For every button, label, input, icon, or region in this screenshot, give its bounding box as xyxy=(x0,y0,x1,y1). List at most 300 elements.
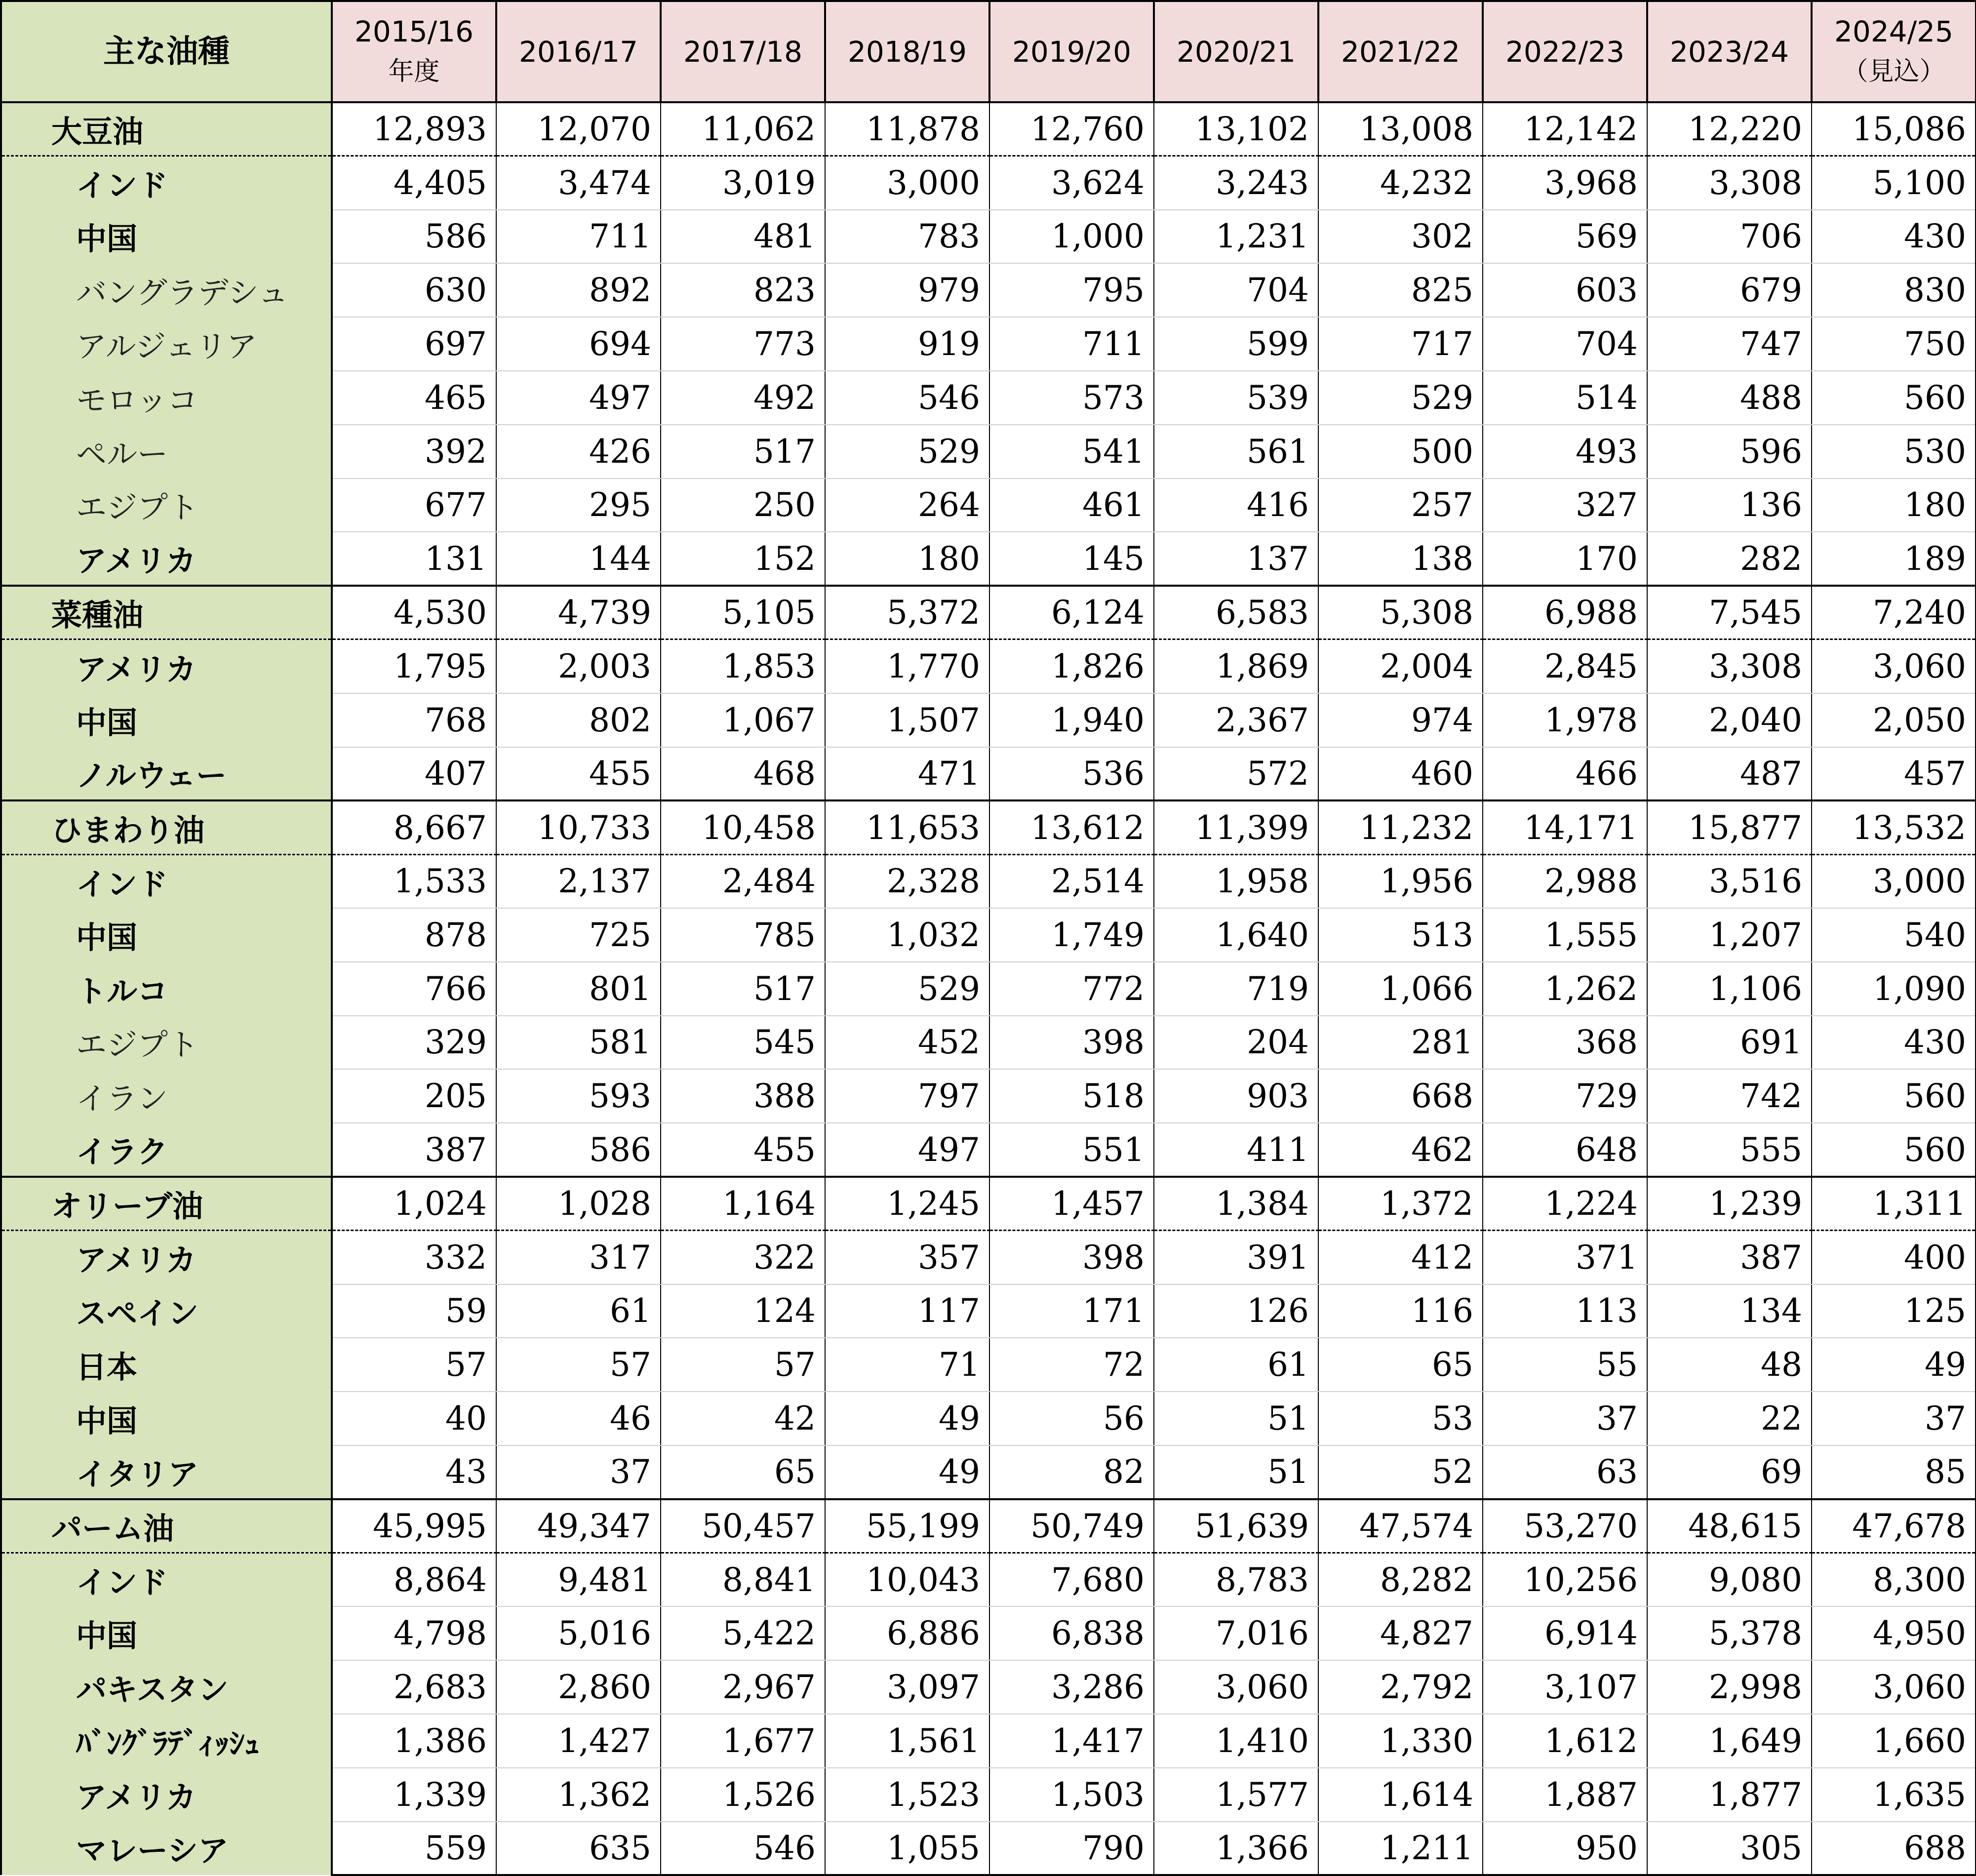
country-row xyxy=(1,371,1976,425)
country-row xyxy=(1,1338,1976,1392)
value-cell: 546 xyxy=(825,371,989,425)
value-cell: 679 xyxy=(1647,263,1812,317)
value-cell: 257 xyxy=(1318,479,1483,532)
value-cell: 517 xyxy=(661,962,825,1016)
country-row xyxy=(1,1284,1976,1338)
header-year xyxy=(1154,1,1318,102)
oil-type-name: オリーブ油 xyxy=(1,1177,332,1231)
value-cell: 1,239 xyxy=(1647,1177,1812,1231)
value-cell: 2,003 xyxy=(496,639,661,693)
value-cell: 13,612 xyxy=(989,800,1154,854)
country-name: バングラデシュ xyxy=(1,263,332,317)
value-cell: 460 xyxy=(1318,747,1483,801)
value-cell: 2,367 xyxy=(1154,693,1318,747)
value-cell: 742 xyxy=(1647,1069,1812,1123)
value-cell: 1,853 xyxy=(661,639,825,693)
country-name: 中国 xyxy=(1,908,332,962)
value-cell: 12,893 xyxy=(332,102,496,156)
value-cell: 9,080 xyxy=(1647,1553,1812,1607)
value-cell: 51 xyxy=(1154,1392,1318,1445)
value-cell: 1,826 xyxy=(989,639,1154,693)
value-cell: 2,845 xyxy=(1483,639,1647,693)
value-cell: 3,097 xyxy=(825,1660,989,1714)
value-cell: 790 xyxy=(989,1822,1154,1876)
value-cell: 1,526 xyxy=(661,1768,825,1822)
country-name: アメリカ xyxy=(1,532,332,586)
value-cell: 47,678 xyxy=(1812,1499,1976,1553)
oil-type-name: ひまわり油 xyxy=(1,800,332,854)
value-cell: 546 xyxy=(661,1822,825,1876)
value-cell: 3,060 xyxy=(1812,639,1976,693)
value-cell: 711 xyxy=(496,210,661,264)
value-cell: 7,545 xyxy=(1647,586,1812,639)
value-cell: 5,422 xyxy=(661,1606,825,1660)
value-cell: 82 xyxy=(989,1445,1154,1499)
value-cell: 773 xyxy=(661,317,825,371)
value-cell: 57 xyxy=(661,1338,825,1392)
table-body xyxy=(1,102,1976,1875)
value-cell: 539 xyxy=(1154,371,1318,425)
country-name: 中国 xyxy=(1,1392,332,1445)
header-year xyxy=(1483,1,1647,102)
value-cell: 5,016 xyxy=(496,1606,661,1660)
value-cell: 1,677 xyxy=(661,1714,825,1768)
country-name: 中国 xyxy=(1,693,332,747)
country-row xyxy=(1,1714,1976,1768)
value-cell: 603 xyxy=(1483,263,1647,317)
value-cell: 6,914 xyxy=(1483,1606,1647,1660)
oil-type-row xyxy=(1,102,1976,156)
value-cell: 2,998 xyxy=(1647,1660,1812,1714)
value-cell: 327 xyxy=(1483,479,1647,532)
value-cell: 40 xyxy=(332,1392,496,1445)
value-cell: 717 xyxy=(1318,317,1483,371)
value-cell: 53 xyxy=(1318,1392,1483,1445)
value-cell: 69 xyxy=(1647,1445,1812,1499)
value-cell: 14,171 xyxy=(1483,800,1647,854)
value-cell: 1,956 xyxy=(1318,854,1483,908)
value-cell: 131 xyxy=(332,532,496,586)
country-row xyxy=(1,1231,1976,1284)
country-name: イタリア xyxy=(1,1445,332,1499)
value-cell: 596 xyxy=(1647,425,1812,479)
oil-type-name: 菜種油 xyxy=(1,586,332,639)
value-cell: 189 xyxy=(1812,532,1976,586)
value-cell: 10,256 xyxy=(1483,1553,1647,1607)
value-cell: 2,328 xyxy=(825,854,989,908)
value-cell: 295 xyxy=(496,479,661,532)
value-cell: 332 xyxy=(332,1231,496,1284)
header-year-label: 2015/16 xyxy=(355,15,474,48)
value-cell: 1,577 xyxy=(1154,1768,1318,1822)
value-cell: 371 xyxy=(1483,1231,1647,1284)
country-name: マレーシア xyxy=(1,1822,332,1876)
value-cell: 1,427 xyxy=(496,1714,661,1768)
country-row xyxy=(1,263,1976,317)
value-cell: 49 xyxy=(1812,1338,1976,1392)
country-name: 日本 xyxy=(1,1338,332,1392)
country-row xyxy=(1,639,1976,693)
header-year xyxy=(1647,1,1812,102)
value-cell: 138 xyxy=(1318,532,1483,586)
value-cell: 59 xyxy=(332,1284,496,1338)
value-cell: 71 xyxy=(825,1338,989,1392)
value-cell: 1,523 xyxy=(825,1768,989,1822)
value-cell: 8,864 xyxy=(332,1553,496,1607)
value-cell: 317 xyxy=(496,1231,661,1284)
value-cell: 281 xyxy=(1318,1016,1483,1070)
value-cell: 11,653 xyxy=(825,800,989,854)
country-name: パキスタン xyxy=(1,1660,332,1714)
value-cell: 3,000 xyxy=(1812,854,1976,908)
value-cell: 6,988 xyxy=(1483,586,1647,639)
value-cell: 823 xyxy=(661,263,825,317)
value-cell: 1,417 xyxy=(989,1714,1154,1768)
value-cell: 392 xyxy=(332,425,496,479)
value-cell: 6,124 xyxy=(989,586,1154,639)
country-name: エジプト xyxy=(1,1016,332,1070)
value-cell: 541 xyxy=(989,425,1154,479)
value-cell: 455 xyxy=(496,747,661,801)
value-cell: 3,019 xyxy=(661,156,825,210)
value-cell: 648 xyxy=(1483,1123,1647,1177)
value-cell: 51 xyxy=(1154,1445,1318,1499)
country-row xyxy=(1,693,1976,747)
value-cell: 4,739 xyxy=(496,586,661,639)
value-cell: 37 xyxy=(1483,1392,1647,1445)
value-cell: 61 xyxy=(1154,1338,1318,1392)
value-cell: 630 xyxy=(332,263,496,317)
value-cell: 171 xyxy=(989,1284,1154,1338)
value-cell: 8,841 xyxy=(661,1553,825,1607)
value-cell: 3,060 xyxy=(1812,1660,1976,1714)
value-cell: 979 xyxy=(825,263,989,317)
value-cell: 461 xyxy=(989,479,1154,532)
oil-type-name: パーム油 xyxy=(1,1499,332,1553)
value-cell: 783 xyxy=(825,210,989,264)
value-cell: 411 xyxy=(1154,1123,1318,1177)
value-cell: 6,838 xyxy=(989,1606,1154,1660)
value-cell: 3,516 xyxy=(1647,854,1812,908)
value-cell: 46 xyxy=(496,1392,661,1445)
value-cell: 2,514 xyxy=(989,854,1154,908)
value-cell: 180 xyxy=(825,532,989,586)
value-cell: 1,164 xyxy=(661,1177,825,1231)
value-cell: 387 xyxy=(332,1123,496,1177)
header-year xyxy=(496,1,661,102)
value-cell: 3,060 xyxy=(1154,1660,1318,1714)
value-cell: 57 xyxy=(496,1338,661,1392)
value-cell: 559 xyxy=(332,1822,496,1876)
value-cell: 586 xyxy=(332,210,496,264)
value-cell: 487 xyxy=(1647,747,1812,801)
value-cell: 13,008 xyxy=(1318,102,1483,156)
value-cell: 51,639 xyxy=(1154,1499,1318,1553)
value-cell: 1,066 xyxy=(1318,962,1483,1016)
header-year-label: 2019/20 xyxy=(1012,35,1131,69)
value-cell: 3,308 xyxy=(1647,156,1812,210)
value-cell: 3,243 xyxy=(1154,156,1318,210)
country-row xyxy=(1,1606,1976,1660)
value-cell: 514 xyxy=(1483,371,1647,425)
value-cell: 766 xyxy=(332,962,496,1016)
value-cell: 250 xyxy=(661,479,825,532)
value-cell: 37 xyxy=(1812,1392,1976,1445)
value-cell: 488 xyxy=(1647,371,1812,425)
value-cell: 4,405 xyxy=(332,156,496,210)
value-cell: 560 xyxy=(1812,1069,1976,1123)
value-cell: 4,827 xyxy=(1318,1606,1483,1660)
value-cell: 15,086 xyxy=(1812,102,1976,156)
value-cell: 497 xyxy=(825,1123,989,1177)
value-cell: 302 xyxy=(1318,210,1483,264)
header-year-label: 2022/23 xyxy=(1505,35,1624,69)
value-cell: 5,308 xyxy=(1318,586,1483,639)
value-cell: 65 xyxy=(1318,1338,1483,1392)
value-cell: 1,024 xyxy=(332,1177,496,1231)
value-cell: 3,000 xyxy=(825,156,989,210)
value-cell: 1,869 xyxy=(1154,639,1318,693)
value-cell: 950 xyxy=(1483,1822,1647,1876)
value-cell: 50,457 xyxy=(661,1499,825,1553)
value-cell: 7,016 xyxy=(1154,1606,1318,1660)
value-cell: 12,070 xyxy=(496,102,661,156)
value-cell: 264 xyxy=(825,479,989,532)
country-row xyxy=(1,1016,1976,1070)
country-name: インド xyxy=(1,156,332,210)
value-cell: 398 xyxy=(989,1231,1154,1284)
value-cell: 13,532 xyxy=(1812,800,1976,854)
header-year-label: 2020/21 xyxy=(1177,35,1296,69)
value-cell: 6,583 xyxy=(1154,586,1318,639)
country-row xyxy=(1,1822,1976,1876)
country-name: ノルウェー xyxy=(1,747,332,801)
value-cell: 518 xyxy=(989,1069,1154,1123)
value-cell: 11,232 xyxy=(1318,800,1483,854)
value-cell: 1,245 xyxy=(825,1177,989,1231)
value-cell: 136 xyxy=(1647,479,1812,532)
value-cell: 391 xyxy=(1154,1231,1318,1284)
value-cell: 5,372 xyxy=(825,586,989,639)
value-cell: 1,372 xyxy=(1318,1177,1483,1231)
header-oil-type: 主な油種 xyxy=(1,1,332,102)
value-cell: 919 xyxy=(825,317,989,371)
value-cell: 1,635 xyxy=(1812,1768,1976,1822)
value-cell: 55 xyxy=(1483,1338,1647,1392)
value-cell: 878 xyxy=(332,908,496,962)
header-year xyxy=(661,1,825,102)
country-name: インド xyxy=(1,1553,332,1607)
value-cell: 704 xyxy=(1154,263,1318,317)
value-cell: 57 xyxy=(332,1338,496,1392)
value-cell: 2,792 xyxy=(1318,1660,1483,1714)
value-cell: 560 xyxy=(1812,1123,1976,1177)
country-name: トルコ xyxy=(1,962,332,1016)
value-cell: 974 xyxy=(1318,693,1483,747)
value-cell: 72 xyxy=(989,1338,1154,1392)
value-cell: 11,878 xyxy=(825,102,989,156)
value-cell: 1,533 xyxy=(332,854,496,908)
oil-type-row xyxy=(1,1499,1976,1553)
value-cell: 1,958 xyxy=(1154,854,1318,908)
header-year xyxy=(332,1,496,102)
value-cell: 8,783 xyxy=(1154,1553,1318,1607)
country-name: エジプト xyxy=(1,479,332,532)
value-cell: 561 xyxy=(1154,425,1318,479)
value-cell: 42 xyxy=(661,1392,825,1445)
value-cell: 747 xyxy=(1647,317,1812,371)
header-year-label: 2021/22 xyxy=(1341,35,1460,69)
value-cell: 1,457 xyxy=(989,1177,1154,1231)
value-cell: 593 xyxy=(496,1069,661,1123)
value-cell: 1,555 xyxy=(1483,908,1647,962)
value-cell: 704 xyxy=(1483,317,1647,371)
header-year-note: （見込） xyxy=(1842,57,1945,86)
oil-type-row xyxy=(1,800,1976,854)
value-cell: 3,474 xyxy=(496,156,661,210)
country-name: ﾊﾞﾝｸﾞﾗﾃﾞｨｯｼｭ xyxy=(1,1714,332,1768)
country-row xyxy=(1,210,1976,264)
country-row xyxy=(1,479,1976,532)
value-cell: 1,612 xyxy=(1483,1714,1647,1768)
value-cell: 529 xyxy=(1318,371,1483,425)
value-cell: 63 xyxy=(1483,1445,1647,1499)
value-cell: 668 xyxy=(1318,1069,1483,1123)
value-cell: 3,624 xyxy=(989,156,1154,210)
header-year xyxy=(825,1,989,102)
value-cell: 426 xyxy=(496,425,661,479)
value-cell: 688 xyxy=(1812,1822,1976,1876)
value-cell: 2,967 xyxy=(661,1660,825,1714)
country-row xyxy=(1,908,1976,962)
value-cell: 1,330 xyxy=(1318,1714,1483,1768)
value-cell: 144 xyxy=(496,532,661,586)
value-cell: 322 xyxy=(661,1231,825,1284)
value-cell: 797 xyxy=(825,1069,989,1123)
country-row xyxy=(1,532,1976,586)
value-cell: 1,386 xyxy=(332,1714,496,1768)
value-cell: 497 xyxy=(496,371,661,425)
value-cell: 1,090 xyxy=(1812,962,1976,1016)
value-cell: 536 xyxy=(989,747,1154,801)
value-cell: 677 xyxy=(332,479,496,532)
value-cell: 416 xyxy=(1154,479,1318,532)
value-cell: 3,308 xyxy=(1647,639,1812,693)
value-cell: 113 xyxy=(1483,1284,1647,1338)
value-cell: 3,968 xyxy=(1483,156,1647,210)
header-year xyxy=(1812,1,1976,102)
value-cell: 1,262 xyxy=(1483,962,1647,1016)
value-cell: 465 xyxy=(332,371,496,425)
value-cell: 305 xyxy=(1647,1822,1812,1876)
country-row xyxy=(1,1768,1976,1822)
country-name: イラク xyxy=(1,1123,332,1177)
value-cell: 1,877 xyxy=(1647,1768,1812,1822)
country-row xyxy=(1,425,1976,479)
value-cell: 400 xyxy=(1812,1231,1976,1284)
value-cell: 2,484 xyxy=(661,854,825,908)
value-cell: 1,795 xyxy=(332,639,496,693)
value-cell: 825 xyxy=(1318,263,1483,317)
value-cell: 555 xyxy=(1647,1123,1812,1177)
value-cell: 1,362 xyxy=(496,1768,661,1822)
value-cell: 11,062 xyxy=(661,102,825,156)
value-cell: 750 xyxy=(1812,317,1976,371)
country-row xyxy=(1,156,1976,210)
header-year xyxy=(1318,1,1483,102)
value-cell: 6,886 xyxy=(825,1606,989,1660)
value-cell: 492 xyxy=(661,371,825,425)
value-cell: 7,240 xyxy=(1812,586,1976,639)
value-cell: 55,199 xyxy=(825,1499,989,1553)
country-name: アルジェリア xyxy=(1,317,332,371)
value-cell: 493 xyxy=(1483,425,1647,479)
value-cell: 5,378 xyxy=(1647,1606,1812,1660)
value-cell: 719 xyxy=(1154,962,1318,1016)
value-cell: 368 xyxy=(1483,1016,1647,1070)
header-year-label: 2018/19 xyxy=(848,35,967,69)
country-name: モロッコ xyxy=(1,371,332,425)
value-cell: 2,004 xyxy=(1318,639,1483,693)
value-cell: 711 xyxy=(989,317,1154,371)
header-year-note: 年度 xyxy=(388,57,440,86)
value-cell: 635 xyxy=(496,1822,661,1876)
value-cell: 540 xyxy=(1812,908,1976,962)
value-cell: 795 xyxy=(989,263,1154,317)
value-cell: 387 xyxy=(1647,1231,1812,1284)
value-cell: 466 xyxy=(1483,747,1647,801)
value-cell: 412 xyxy=(1318,1231,1483,1284)
value-cell: 1,339 xyxy=(332,1768,496,1822)
value-cell: 56 xyxy=(989,1392,1154,1445)
value-cell: 388 xyxy=(661,1069,825,1123)
value-cell: 569 xyxy=(1483,210,1647,264)
value-cell: 545 xyxy=(661,1016,825,1070)
value-cell: 5,100 xyxy=(1812,156,1976,210)
value-cell: 785 xyxy=(661,908,825,962)
oil-type-row xyxy=(1,586,1976,639)
value-cell: 47,574 xyxy=(1318,1499,1483,1553)
header-year-label: 2017/18 xyxy=(683,35,802,69)
value-cell: 481 xyxy=(661,210,825,264)
value-cell: 1,507 xyxy=(825,693,989,747)
value-cell: 560 xyxy=(1812,371,1976,425)
value-cell: 10,043 xyxy=(825,1553,989,1607)
value-cell: 50,749 xyxy=(989,1499,1154,1553)
value-cell: 513 xyxy=(1318,908,1483,962)
value-cell: 4,232 xyxy=(1318,156,1483,210)
value-cell: 134 xyxy=(1647,1284,1812,1338)
value-cell: 45,995 xyxy=(332,1499,496,1553)
value-cell: 772 xyxy=(989,962,1154,1016)
value-cell: 892 xyxy=(496,263,661,317)
country-row xyxy=(1,1392,1976,1445)
oil-type-row xyxy=(1,1177,1976,1231)
value-cell: 2,860 xyxy=(496,1660,661,1714)
value-cell: 1,410 xyxy=(1154,1714,1318,1768)
value-cell: 3,107 xyxy=(1483,1660,1647,1714)
value-cell: 11,399 xyxy=(1154,800,1318,854)
value-cell: 581 xyxy=(496,1016,661,1070)
value-cell: 407 xyxy=(332,747,496,801)
value-cell: 694 xyxy=(496,317,661,371)
country-name: アメリカ xyxy=(1,1231,332,1284)
value-cell: 205 xyxy=(332,1069,496,1123)
value-cell: 85 xyxy=(1812,1445,1976,1499)
oil-type-name: 大豆油 xyxy=(1,102,332,156)
value-cell: 49 xyxy=(825,1445,989,1499)
country-name: イラン xyxy=(1,1069,332,1123)
